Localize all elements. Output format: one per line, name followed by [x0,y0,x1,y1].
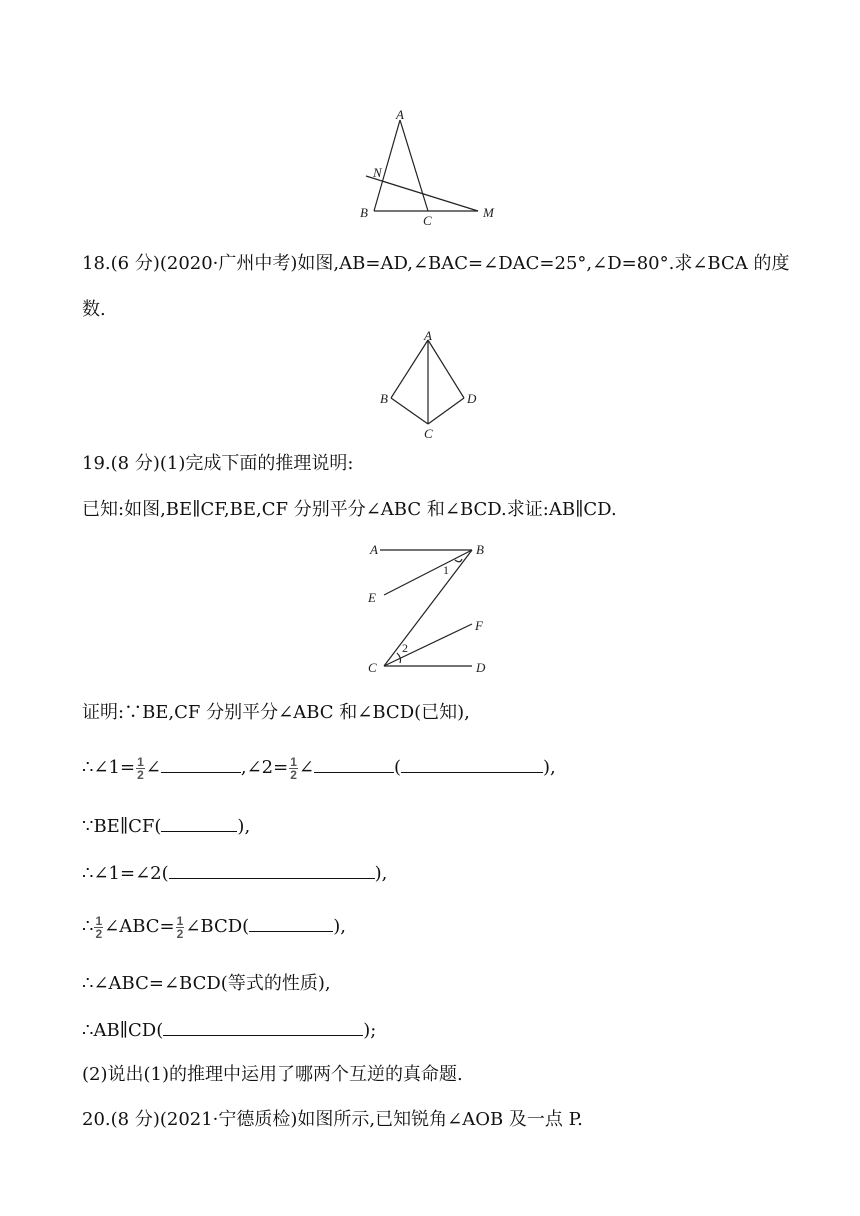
segment-ac [400,120,428,211]
label-c: C [368,660,377,675]
proof-text: ∵BE∥CF( [82,816,162,837]
proof-text: ), [237,816,251,837]
blank-reason-5[interactable] [163,1015,363,1036]
blank-reason-4[interactable] [249,911,333,932]
blank-reason-2[interactable] [161,811,237,832]
label-d: D [476,660,486,675]
blank-angle-1[interactable] [161,752,241,773]
proof-text: ), [374,863,388,884]
proof-text: ∴ [82,916,94,937]
fraction-half: $\frac{1}{2}$ [176,913,184,941]
blank-angle-2[interactable] [314,752,394,773]
label-a: A [396,107,404,122]
proof-line-7 [82,1015,376,1045]
label-e: E [368,590,376,605]
fraction-half: $\frac{1}{2}$ [137,754,144,782]
label-d: D [467,391,477,406]
proof-text: ( [393,757,402,778]
proof-line-2 [82,752,556,782]
proof-line-5 [82,911,346,941]
proof-text: ∠BCD( [185,916,250,937]
proof-text: ∠ [298,757,314,778]
q20-line1: 20.(8 分)(2021·宁德质检)如图所示,已知锐角∠AOB 及一点 P. [82,1109,583,1130]
figure-q18-kite [372,330,492,445]
label-a: A [370,542,378,557]
proof-text: ), [543,757,556,778]
label-c: C [423,213,432,228]
proof-text: ); [363,1020,377,1041]
q19-given: 已知:如图,BE∥CF,BE,CF 分别平分∠ABC 和∠BCD.求证:AB∥CD. [82,499,617,520]
blank-reason-1[interactable] [401,752,543,773]
fraction-half: $\frac{1}{2}$ [290,754,297,782]
label-angle-1: 1 [443,563,449,577]
proof-text: ∠ [145,757,161,778]
label-f: F [475,618,483,633]
proof-text: ∴AB∥CD( [82,1020,164,1041]
proof-text: ∴∠1= [82,757,136,778]
proof-text: ∠ABC= [104,916,175,937]
label-m: M [483,205,494,220]
label-b: B [360,205,368,220]
proof-line-4 [82,858,387,888]
proof-line-6: ∴∠ABC=∠BCD(等式的性质), [82,973,331,994]
segment-nm [366,176,478,211]
proof-text: ), [333,916,346,937]
q19-header: 19.(8 分)(1)完成下面的推理说明: [82,453,354,474]
q18-line2: 数. [82,299,106,320]
label-b: B [380,391,388,406]
proof-text: ,∠2= [240,757,289,778]
fraction-half: $\frac{1}{2}$ [95,913,103,941]
proof-text: ∴∠1=∠2( [82,863,169,884]
label-a: A [424,328,432,343]
label-angle-2: 2 [402,641,408,655]
label-b: B [476,542,484,557]
label-n: N [373,165,382,180]
figure-q19-parallel [362,538,502,678]
proof-line-1: 证明:∵BE,CF 分别平分∠ABC 和∠BCD(已知), [82,702,470,723]
figure-q17-triangle [350,108,510,228]
blank-reason-3[interactable] [169,858,375,879]
label-c: C [424,426,433,441]
q18-line1: 18.(6 分)(2020·广州中考)如图,AB=AD,∠BAC=∠DAC=25°,∠D=80°.求∠BCA 的度 [82,253,790,274]
proof-line-3 [82,811,250,841]
q19-part2: (2)说出(1)的推理中运用了哪两个互逆的真命题. [82,1064,463,1085]
